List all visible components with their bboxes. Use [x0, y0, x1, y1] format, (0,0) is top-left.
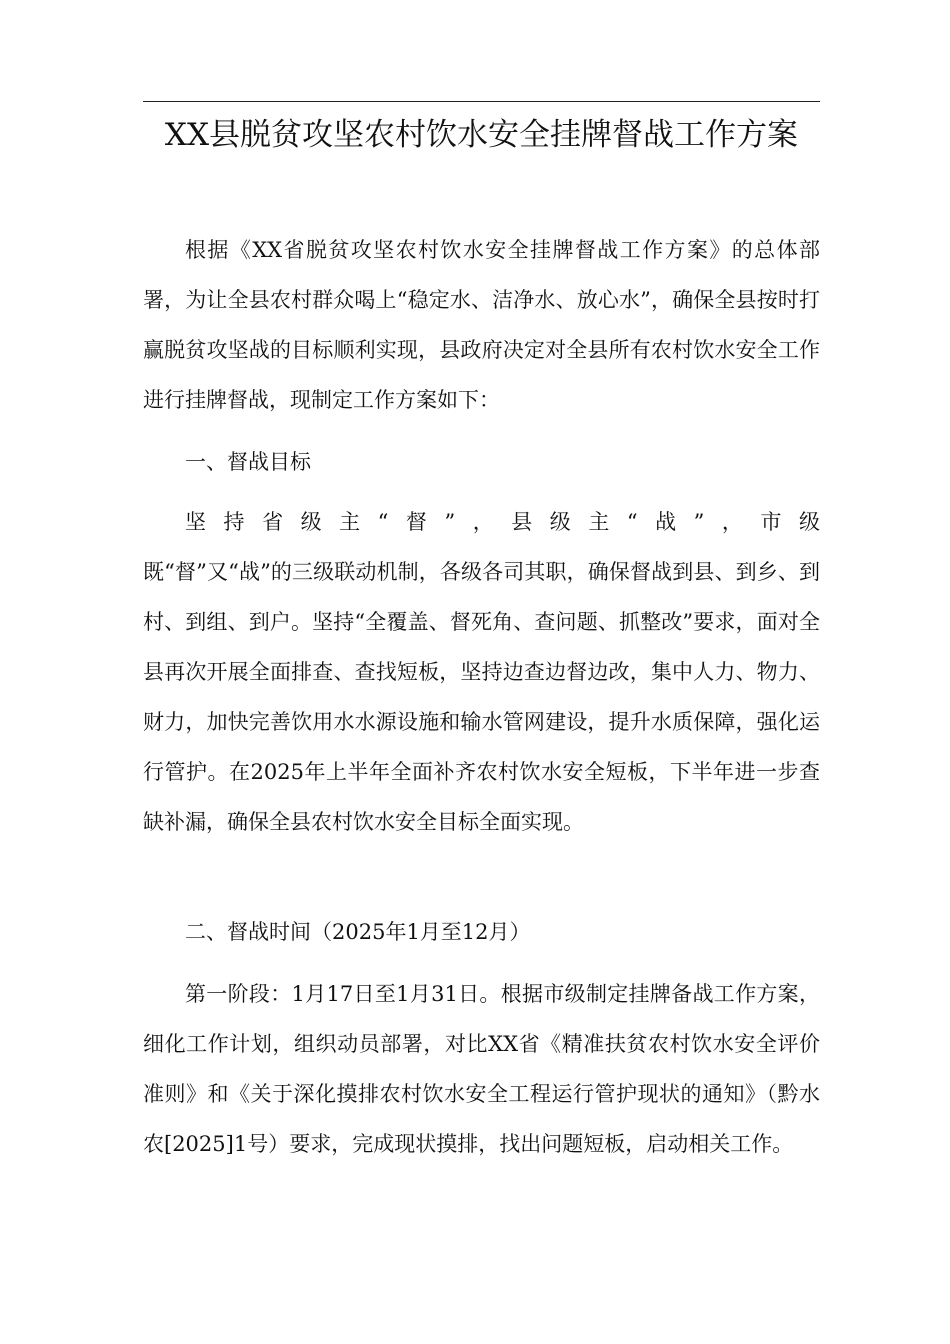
document-title: XX县脱贫攻坚农村饮水安全挂牌督战工作方案 [164, 117, 799, 153]
intro-paragraph: 根据《XX省脱贫攻坚农村饮水安全挂牌督战工作方案》的总体部署，为让全县农村群众喝上“稳定水、洁净水、放心水”，确保全县按时打赢脱贫攻坚战的目标顺利实现，县政府决定对全县所有农村饮水安全工作进行挂牌督战，现制定工作方案如下： [143, 238, 820, 412]
section2-heading: 二、督战时间（2025年1月至12月） [185, 920, 531, 944]
section1-first-line [143, 497, 820, 547]
section1-first-line-text: 坚持省级主“督”，县级主“战”，市级 [185, 510, 820, 534]
section1-body: 既“督”又“战”的三级联动机制，各级各司其职，确保督战到县、到乡、到村、到组、到户。坚持“全覆盖、督死角、查问题、抓整改”要求，面对全县再次开展全面排查、查找短板，坚持边查边督边改，集中人力、物力、财力，加快完善饮用水水源设施和输水管网建设，提升水质保障，强化运行管护。在2025年上半年全面补齐农村饮水安全短板，下半年进一步查缺补漏，确保全县农村饮水安全目标全面实现。 [143, 560, 820, 834]
section1-heading: 一、督战目标 [185, 450, 311, 474]
stage1-paragraph: 第一阶段：1月17日至1月31日。根据市级制定挂牌备战工作方案，细化工作计划，组织动员部署，对比XX省《精准扶贫农村饮水安全评价准则》和《关于深化摸排农村饮水安全工程运行管护现状的通知》（黔水农[2025]1号）要求，完成现状摸排，找出问题短板，启动相关工作。 [143, 982, 820, 1156]
top-rule [143, 101, 820, 102]
